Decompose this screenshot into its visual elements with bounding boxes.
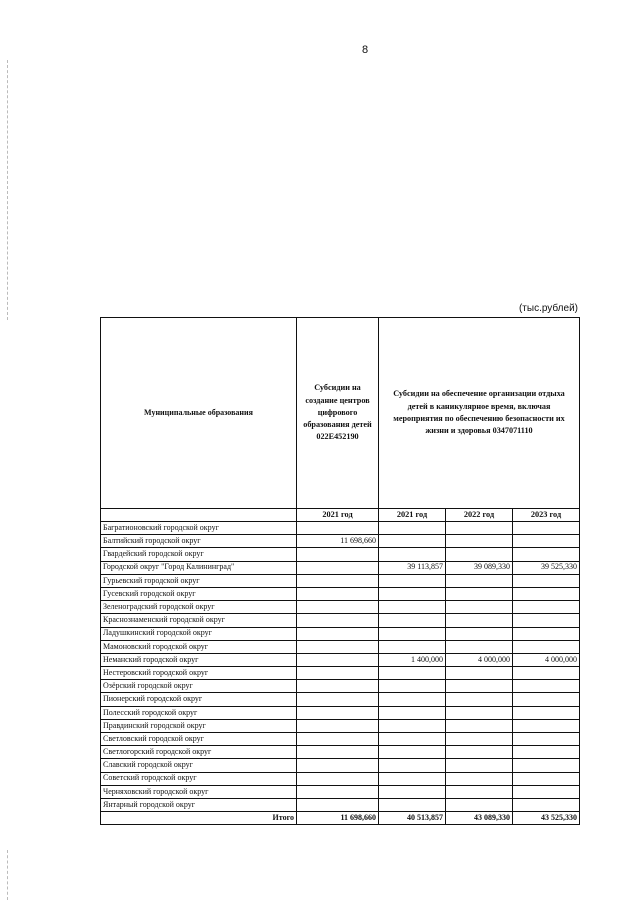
value-cell	[297, 548, 379, 561]
value-cell	[297, 733, 379, 746]
table-row	[101, 653, 580, 666]
value-cell	[513, 548, 580, 561]
table-row	[101, 746, 580, 759]
total-cell: 43 525,330	[513, 812, 580, 825]
value-cell	[446, 798, 513, 811]
value-cell	[297, 522, 379, 535]
page-number: 8	[362, 44, 369, 56]
value-cell	[513, 627, 580, 640]
value-cell	[513, 535, 580, 548]
value-cell	[446, 522, 513, 535]
municipality-name: Городской округ "Город Калининград"	[101, 561, 297, 574]
value-cell	[446, 627, 513, 640]
value-cell: 39 525,330	[513, 561, 580, 574]
municipality-name: Балтийский городской округ	[101, 535, 297, 548]
table-row	[101, 640, 580, 653]
municipality-name: Зеленоградский городской округ	[101, 601, 297, 614]
value-cell	[446, 574, 513, 587]
municipality-name: Пионерский городской округ	[101, 693, 297, 706]
table-row	[101, 587, 580, 600]
value-cell	[379, 719, 446, 732]
value-cell	[379, 798, 446, 811]
value-cell: 39 113,857	[379, 561, 446, 574]
value-cell	[513, 772, 580, 785]
value-cell	[379, 587, 446, 600]
table-row	[101, 719, 580, 732]
value-cell	[379, 772, 446, 785]
units-label: (тыс.рублей)	[518, 303, 578, 314]
table-row	[101, 785, 580, 798]
subsidy-table	[100, 317, 580, 825]
municipality-name: Багратионовский городской округ	[101, 522, 297, 535]
municipality-name: Полесский городской округ	[101, 706, 297, 719]
value-cell	[446, 614, 513, 627]
value-cell	[446, 680, 513, 693]
value-cell	[379, 574, 446, 587]
table-row	[101, 759, 580, 772]
value-cell	[379, 522, 446, 535]
year-header: 2021 год	[297, 509, 379, 522]
value-cell	[297, 785, 379, 798]
value-cell	[379, 627, 446, 640]
value-cell	[446, 706, 513, 719]
value-cell	[446, 759, 513, 772]
value-cell	[513, 574, 580, 587]
value-cell	[297, 693, 379, 706]
value-cell: 39 089,330	[446, 561, 513, 574]
table-row	[101, 667, 580, 680]
value-cell	[513, 746, 580, 759]
value-cell: 4 000,000	[446, 653, 513, 666]
table-row	[101, 522, 580, 535]
value-cell: 1 400,000	[379, 653, 446, 666]
value-cell	[297, 680, 379, 693]
municipality-name: Славский городской округ	[101, 759, 297, 772]
municipality-name: Мамоновский городской округ	[101, 640, 297, 653]
table-row	[101, 693, 580, 706]
value-cell	[513, 785, 580, 798]
municipality-name: Правдинский городской округ	[101, 719, 297, 732]
table-row	[101, 706, 580, 719]
table-row	[101, 733, 580, 746]
municipality-name: Янтарный городской округ	[101, 798, 297, 811]
year-header: 2021 год	[379, 509, 446, 522]
table-row	[101, 627, 580, 640]
municipality-name: Гусевский городской округ	[101, 587, 297, 600]
table-row	[101, 574, 580, 587]
value-cell	[297, 719, 379, 732]
table-row	[101, 680, 580, 693]
municipality-name: Советский городской округ	[101, 772, 297, 785]
table-body	[101, 522, 580, 812]
total-cell: 40 513,857	[379, 812, 446, 825]
value-cell	[297, 587, 379, 600]
value-cell	[297, 772, 379, 785]
municipality-name: Гвардейский городской округ	[101, 548, 297, 561]
value-cell	[297, 759, 379, 772]
value-cell	[513, 640, 580, 653]
header-municipality: Муниципальные образования	[101, 318, 297, 509]
value-cell: 4 000,000	[513, 653, 580, 666]
table-row	[101, 601, 580, 614]
table-row	[101, 772, 580, 785]
municipality-name: Светлогорский городской округ	[101, 746, 297, 759]
value-cell	[379, 746, 446, 759]
municipality-name: Краснознаменский городской округ	[101, 614, 297, 627]
table-row	[101, 798, 580, 811]
value-cell	[297, 614, 379, 627]
value-cell	[379, 640, 446, 653]
total-row	[101, 812, 580, 825]
total-cell: 43 089,330	[446, 812, 513, 825]
table-row	[101, 548, 580, 561]
value-cell	[513, 667, 580, 680]
value-cell	[297, 667, 379, 680]
total-label: Итого	[101, 812, 297, 825]
value-cell	[446, 640, 513, 653]
table-row	[101, 614, 580, 627]
value-cell	[379, 614, 446, 627]
municipality-name: Нестеровский городской округ	[101, 667, 297, 680]
value-cell	[379, 785, 446, 798]
value-cell	[379, 759, 446, 772]
value-cell	[446, 535, 513, 548]
value-cell	[513, 733, 580, 746]
value-cell	[446, 733, 513, 746]
value-cell	[446, 746, 513, 759]
value-cell	[446, 587, 513, 600]
value-cell	[297, 627, 379, 640]
value-cell	[297, 574, 379, 587]
header-children-rest-subsidy: Субсидии на обеспечение организации отдыха детей в каникулярное время, включая мероприятия по обеспечению безопасности их жизни и здоровья 0347071110	[379, 318, 580, 509]
value-cell	[379, 601, 446, 614]
value-cell	[297, 640, 379, 653]
value-cell	[379, 667, 446, 680]
value-cell	[379, 548, 446, 561]
value-cell	[446, 772, 513, 785]
value-cell	[379, 535, 446, 548]
value-cell	[513, 759, 580, 772]
value-cell	[513, 522, 580, 535]
value-cell	[446, 693, 513, 706]
value-cell	[513, 614, 580, 627]
municipality-name: Ладушкинский городской округ	[101, 627, 297, 640]
value-cell	[297, 746, 379, 759]
value-cell	[513, 693, 580, 706]
municipality-name: Черняховский городской округ	[101, 785, 297, 798]
value-cell	[379, 706, 446, 719]
value-cell	[297, 653, 379, 666]
value-cell	[297, 561, 379, 574]
municipality-name: Неманский городской округ	[101, 653, 297, 666]
value-cell	[446, 785, 513, 798]
value-cell	[446, 601, 513, 614]
value-cell	[513, 601, 580, 614]
value-cell	[513, 680, 580, 693]
year-header: 2022 год	[446, 509, 513, 522]
year-header: 2023 год	[513, 509, 580, 522]
municipality-name: Озёрский городской округ	[101, 680, 297, 693]
table-row	[101, 561, 580, 574]
value-cell	[379, 680, 446, 693]
scan-margin-line	[7, 60, 8, 320]
table-row	[101, 535, 580, 548]
value-cell	[446, 719, 513, 732]
value-cell	[513, 719, 580, 732]
year-header-blank	[101, 509, 297, 522]
value-cell	[379, 733, 446, 746]
value-cell: 11 698,660	[297, 535, 379, 548]
value-cell	[446, 548, 513, 561]
total-cell: 11 698,660	[297, 812, 379, 825]
header-digital-centers-subsidy: Субсидии на создание центров цифрового образования детей 022Е452190	[297, 318, 379, 509]
value-cell	[297, 706, 379, 719]
value-cell	[513, 798, 580, 811]
value-cell	[297, 798, 379, 811]
year-header-row	[101, 509, 580, 522]
value-cell	[446, 667, 513, 680]
municipality-name: Гурьевский городской округ	[101, 574, 297, 587]
value-cell	[379, 693, 446, 706]
value-cell	[513, 587, 580, 600]
scan-margin-line	[7, 850, 8, 900]
value-cell	[513, 706, 580, 719]
value-cell	[297, 601, 379, 614]
municipality-name: Светловский городской округ	[101, 733, 297, 746]
